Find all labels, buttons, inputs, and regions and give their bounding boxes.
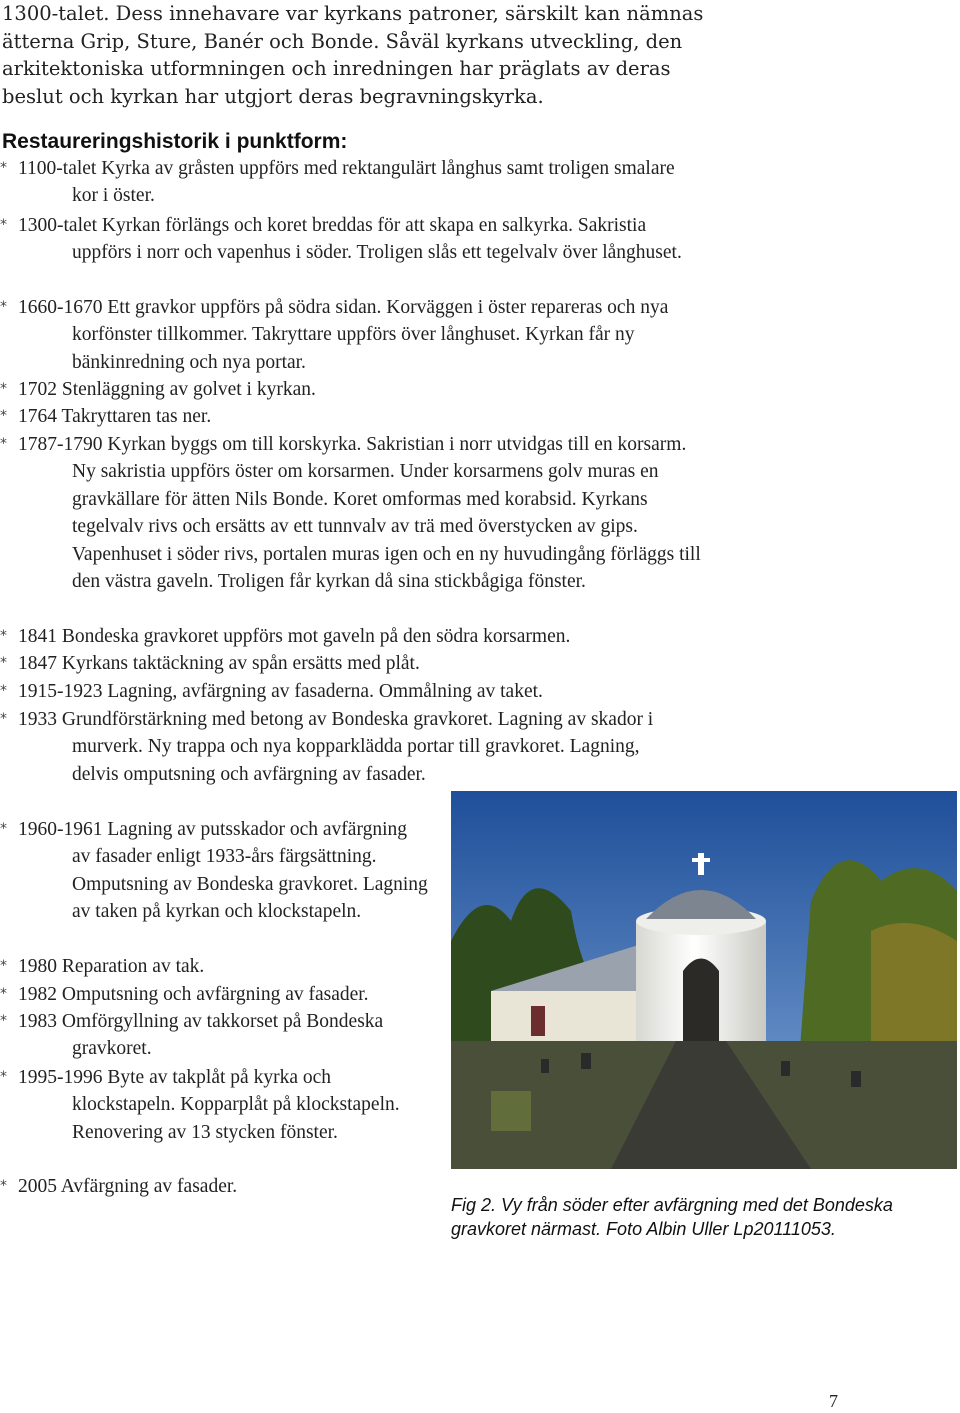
list-item-text: 1300-talet Kyrkan förlängs och koret breddas för att skapa en salkyrka. Sakristia uppförs i norr och vapenhus i söder. Troligen slås ett tegelvalv över långhuset. xyxy=(18,215,682,264)
church-photo-illustration xyxy=(451,791,957,1169)
list-item xyxy=(0,1173,430,1200)
list-item-text: 1787-1790 Kyrkan byggs om till korskyrka. Sakristian i norr utvidgas till en korsarm. Ny sakristia uppförs öster om korsarmen. Under korsarmens golv muras en gravkällare för ätten Nils Bonde. Koret omformas med korabsid. Kyrkans tegelvalv rivs och ersätts av ett tunnvalv av trä med överstycken av gips. Vapenhuset i söder rivs, portalen muras igen och en ny huvudingång förläggs till den västra gaveln. Troligen får kyrkan då sina stickbågiga fönster. xyxy=(18,434,701,593)
list-item xyxy=(0,678,700,705)
list-item-text: 1982 Omputsning och avfärgning av fasader. xyxy=(18,984,369,1005)
page-number: 7 xyxy=(829,1391,838,1411)
bullet-icon: * xyxy=(0,1069,7,1085)
bullet-icon: * xyxy=(0,1178,7,1194)
bullet-icon: * xyxy=(0,986,7,1002)
list-item xyxy=(0,650,700,677)
list-item-text: 1100-talet Kyrka av gråsten uppförs med rektangulärt långhus samt troligen smalare kor i öster. xyxy=(18,158,675,207)
list-item xyxy=(0,1064,430,1146)
figure-caption: Fig 2. Vy från söder efter avfärgning med det Bondeska gravkoret närmast. Foto Albin Uller Lp20111053. xyxy=(451,1195,893,1239)
list-item-text: 1847 Kyrkans taktäckning av spån ersätts med plåt. xyxy=(18,653,420,674)
bullet-icon: * xyxy=(0,299,7,315)
bullet-icon: * xyxy=(0,408,7,424)
list-item-text: 1995-1996 Byte av takplåt på kyrka och klockstapeln. Kopparplåt på klockstapeln. Renovering av 13 stycken fönster. xyxy=(18,1067,400,1143)
list-item xyxy=(0,816,430,926)
list-item-text: 2005 Avfärgning av fasader. xyxy=(18,1176,238,1197)
bullet-icon: * xyxy=(0,628,7,644)
list-item-text: 1841 Bondeska gravkoret uppförs mot gaveln på den södra korsarmen. xyxy=(18,626,571,647)
bullet-icon: * xyxy=(0,1013,7,1029)
list-item xyxy=(0,953,430,980)
list-item-text: 1702 Stenläggning av golvet i kyrkan. xyxy=(18,379,316,400)
bullet-icon: * xyxy=(0,655,7,671)
section-heading: Restaureringshistorik i punktform: xyxy=(2,130,348,153)
list-item xyxy=(0,981,430,1008)
list-item-text: 1960-1961 Lagning av putsskador och avfärgning av fasader enligt 1933-års färgsättning. Omputsning av Bondeska gravkoret. Lagning av taken på kyrkan och klockstapeln. xyxy=(18,819,428,923)
list-item-text: 1660-1670 Ett gravkor uppförs på södra sidan. Korväggen i öster repareras och nya korfönster tillkommer. Takryttare uppförs över långhuset. Kyrkan får ny bänkinredning och nya portar. xyxy=(18,297,669,373)
list-item xyxy=(0,623,700,650)
bullet-icon: * xyxy=(0,711,7,727)
bullet-icon: * xyxy=(0,683,7,699)
list-item xyxy=(0,403,700,430)
list-item xyxy=(0,706,665,788)
intro-paragraph: 1300-talet. Dess innehavare var kyrkans patroner, särskilt kan nämnas ätterna Grip, Sture, Banér och Bonde. Såväl kyrkans utveckling, den arkitektoniska utformningen och inredningen har präglats av deras beslut och kyrkan har utgjort deras begravningskyrka. xyxy=(2,2,704,108)
bullet-icon: * xyxy=(0,160,7,176)
list-item xyxy=(0,212,710,267)
bullet-icon: * xyxy=(0,217,7,233)
bullet-icon: * xyxy=(0,381,7,397)
list-item xyxy=(0,431,710,595)
list-item xyxy=(0,1008,430,1063)
list-item-text: 1764 Takryttaren tas ner. xyxy=(18,406,212,427)
bullet-icon: * xyxy=(0,436,7,452)
bullet-icon: * xyxy=(0,821,7,837)
list-item-text: 1980 Reparation av tak. xyxy=(18,956,205,977)
list-item xyxy=(0,294,690,376)
list-item-text: 1983 Omförgyllning av takkorset på Bondeska gravkoret. xyxy=(18,1011,384,1060)
list-item xyxy=(0,155,700,210)
church-photo xyxy=(451,791,957,1169)
list-item-text: 1915-1923 Lagning, avfärgning av fasaderna. Ommålning av taket. xyxy=(18,681,543,702)
list-item xyxy=(0,376,700,403)
bullet-icon: * xyxy=(0,958,7,974)
list-item-text: 1933 Grundförstärkning med betong av Bondeska gravkoret. Lagning av skador i murverk. Ny trappa och nya kopparklädda portar till gravkoret. Lagning, delvis omputsning och avfärgning av fasader. xyxy=(18,709,654,785)
